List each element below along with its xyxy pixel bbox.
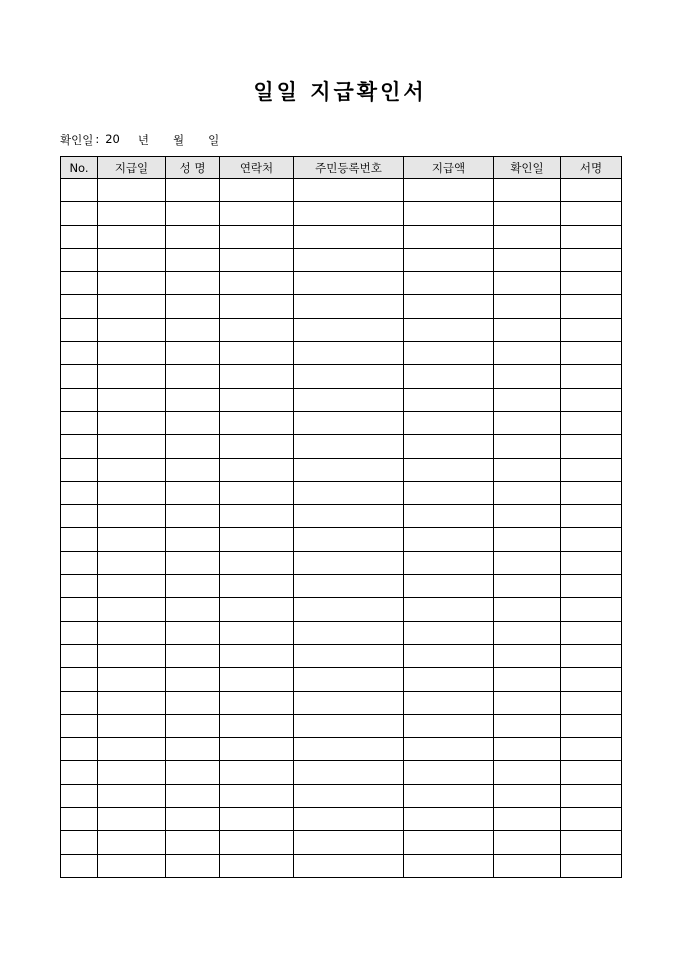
- column-header-confirm-date: 확인일: [494, 157, 561, 179]
- table-cell: [561, 691, 622, 714]
- table-cell: [561, 505, 622, 528]
- table-cell: [166, 598, 220, 621]
- table-cell: [166, 295, 220, 318]
- table-cell: [494, 738, 561, 761]
- table-cell: [494, 831, 561, 854]
- table-cell: [61, 179, 98, 202]
- table-cell: [220, 621, 294, 644]
- table-cell: [220, 318, 294, 341]
- table-cell: [98, 528, 166, 551]
- table-cell: [561, 179, 622, 202]
- table-cell: [61, 342, 98, 365]
- table-cell: [294, 598, 404, 621]
- table-cell: [98, 318, 166, 341]
- table-cell: [220, 575, 294, 598]
- table-cell: [220, 551, 294, 574]
- table-cell: [294, 225, 404, 248]
- table-cell: [404, 272, 494, 295]
- table-cell: [561, 318, 622, 341]
- table-cell: [561, 784, 622, 807]
- confirm-date-colon: :: [95, 132, 100, 146]
- table-cell: [98, 551, 166, 574]
- table-cell: [98, 691, 166, 714]
- table-row: [61, 831, 622, 854]
- document-title: 일일 지급확인서: [253, 79, 427, 104]
- table-row: [61, 388, 622, 411]
- table-cell: [61, 202, 98, 225]
- table-row: [61, 179, 622, 202]
- table-cell: [166, 621, 220, 644]
- table-cell: [294, 621, 404, 644]
- table-row: [61, 808, 622, 831]
- table-cell: [404, 295, 494, 318]
- table-cell: [166, 435, 220, 458]
- table-cell: [294, 551, 404, 574]
- table-cell: [294, 365, 404, 388]
- table-cell: [404, 505, 494, 528]
- table-cell: [561, 761, 622, 784]
- table-cell: [220, 458, 294, 481]
- confirm-date-label: 확인일: [60, 133, 94, 147]
- table-cell: [220, 831, 294, 854]
- table-row: [61, 318, 622, 341]
- table-cell: [494, 295, 561, 318]
- table-cell: [61, 808, 98, 831]
- table-cell: [220, 761, 294, 784]
- table-cell: [61, 598, 98, 621]
- table-row: [61, 551, 622, 574]
- table-cell: [404, 435, 494, 458]
- table-cell: [61, 668, 98, 691]
- table-cell: [61, 388, 98, 411]
- table-cell: [98, 248, 166, 271]
- table-cell: [294, 248, 404, 271]
- table-cell: [494, 575, 561, 598]
- table-cell: [494, 668, 561, 691]
- table-cell: [61, 761, 98, 784]
- table-cell: [404, 784, 494, 807]
- table-cell: [61, 575, 98, 598]
- table-cell: [294, 831, 404, 854]
- table-cell: [294, 458, 404, 481]
- table-cell: [494, 551, 561, 574]
- table-cell: [220, 179, 294, 202]
- table-cell: [220, 528, 294, 551]
- table-cell: [404, 388, 494, 411]
- table-cell: [561, 738, 622, 761]
- table-cell: [220, 295, 294, 318]
- table-cell: [294, 411, 404, 434]
- table-cell: [404, 761, 494, 784]
- table-cell: [494, 458, 561, 481]
- table-cell: [98, 225, 166, 248]
- table-cell: [404, 831, 494, 854]
- table-cell: [220, 668, 294, 691]
- table-cell: [561, 551, 622, 574]
- table-cell: [166, 505, 220, 528]
- table-cell: [561, 435, 622, 458]
- table-cell: [294, 808, 404, 831]
- table-cell: [166, 738, 220, 761]
- table-cell: [404, 342, 494, 365]
- table-cell: [220, 411, 294, 434]
- table-cell: [294, 761, 404, 784]
- table-cell: [61, 714, 98, 737]
- table-cell: [561, 202, 622, 225]
- table-cell: [561, 388, 622, 411]
- confirm-date-day-unit: 일: [208, 133, 220, 147]
- table-cell: [561, 714, 622, 737]
- table-cell: [294, 342, 404, 365]
- table-cell: [404, 528, 494, 551]
- column-header-name: 성 명: [166, 157, 220, 179]
- table-row: [61, 528, 622, 551]
- table-cell: [220, 808, 294, 831]
- table-cell: [61, 365, 98, 388]
- table-cell: [220, 388, 294, 411]
- table-cell: [220, 505, 294, 528]
- table-cell: [61, 318, 98, 341]
- table-cell: [494, 644, 561, 667]
- table-cell: [294, 272, 404, 295]
- table-row: [61, 784, 622, 807]
- table-cell: [294, 575, 404, 598]
- table-cell: [166, 481, 220, 504]
- table-cell: [494, 388, 561, 411]
- table-cell: [404, 179, 494, 202]
- table-cell: [61, 621, 98, 644]
- table-cell: [404, 575, 494, 598]
- table-cell: [404, 644, 494, 667]
- table-cell: [494, 505, 561, 528]
- table-row: [61, 854, 622, 877]
- table-cell: [494, 784, 561, 807]
- table-cell: [404, 854, 494, 877]
- table-cell: [294, 668, 404, 691]
- table-cell: [294, 318, 404, 341]
- table-row: [61, 644, 622, 667]
- column-header-signature: 서명: [561, 157, 622, 179]
- table-cell: [294, 435, 404, 458]
- table-cell: [98, 342, 166, 365]
- table-cell: [494, 179, 561, 202]
- table-cell: [61, 831, 98, 854]
- table-row: [61, 248, 622, 271]
- table-cell: [61, 272, 98, 295]
- table-cell: [166, 831, 220, 854]
- table-cell: [98, 388, 166, 411]
- table-cell: [494, 202, 561, 225]
- table-cell: [220, 784, 294, 807]
- table-cell: [166, 761, 220, 784]
- table-cell: [494, 365, 561, 388]
- table-row: [61, 668, 622, 691]
- table-cell: [220, 714, 294, 737]
- table-cell: [561, 575, 622, 598]
- table-cell: [166, 458, 220, 481]
- table-cell: [561, 411, 622, 434]
- table-cell: [561, 248, 622, 271]
- table-row: [61, 691, 622, 714]
- table-cell: [166, 365, 220, 388]
- table-cell: [61, 225, 98, 248]
- table-cell: [294, 528, 404, 551]
- table-cell: [494, 761, 561, 784]
- table-cell: [404, 691, 494, 714]
- table-cell: [98, 411, 166, 434]
- table-cell: [166, 714, 220, 737]
- table-cell: [220, 738, 294, 761]
- table-row: [61, 202, 622, 225]
- table-cell: [404, 202, 494, 225]
- table-cell: [404, 248, 494, 271]
- table-row: [61, 435, 622, 458]
- table-cell: [98, 598, 166, 621]
- confirm-date-line: [60, 132, 219, 148]
- table-cell: [98, 621, 166, 644]
- table-cell: [61, 854, 98, 877]
- column-header-amount: 지급액: [404, 157, 494, 179]
- table-row: [61, 365, 622, 388]
- table-cell: [561, 272, 622, 295]
- table-cell: [294, 854, 404, 877]
- table-cell: [404, 411, 494, 434]
- table-cell: [98, 761, 166, 784]
- table-cell: [404, 458, 494, 481]
- table-cell: [294, 505, 404, 528]
- table-cell: [166, 318, 220, 341]
- table-cell: [166, 644, 220, 667]
- column-header-contact: 연락처: [220, 157, 294, 179]
- table-row: [61, 458, 622, 481]
- table-cell: [561, 225, 622, 248]
- table-cell: [294, 644, 404, 667]
- table-cell: [494, 714, 561, 737]
- table-cell: [294, 202, 404, 225]
- table-cell: [404, 318, 494, 341]
- table-cell: [494, 318, 561, 341]
- table-cell: [98, 458, 166, 481]
- table-cell: [98, 365, 166, 388]
- table-row: [61, 411, 622, 434]
- table-cell: [294, 691, 404, 714]
- table-cell: [61, 528, 98, 551]
- table-cell: [561, 808, 622, 831]
- table-cell: [220, 272, 294, 295]
- table-cell: [98, 714, 166, 737]
- table-cell: [561, 621, 622, 644]
- table-cell: [220, 598, 294, 621]
- table-cell: [494, 528, 561, 551]
- table-cell: [98, 272, 166, 295]
- confirm-date-year-unit: 년: [137, 133, 149, 147]
- table-cell: [98, 481, 166, 504]
- table-cell: [294, 714, 404, 737]
- table-cell: [220, 854, 294, 877]
- table-cell: [61, 411, 98, 434]
- table-cell: [98, 831, 166, 854]
- table-row: [61, 272, 622, 295]
- table-cell: [61, 481, 98, 504]
- table-cell: [166, 388, 220, 411]
- table-cell: [166, 808, 220, 831]
- table-cell: [220, 644, 294, 667]
- table-cell: [166, 411, 220, 434]
- table-cell: [294, 481, 404, 504]
- table-row: [61, 761, 622, 784]
- table-row: [61, 575, 622, 598]
- table-cell: [404, 551, 494, 574]
- table-cell: [98, 435, 166, 458]
- table-cell: [61, 295, 98, 318]
- table-cell: [166, 202, 220, 225]
- table-cell: [561, 458, 622, 481]
- table-row: [61, 481, 622, 504]
- table-cell: [220, 342, 294, 365]
- table-cell: [98, 808, 166, 831]
- table-cell: [294, 388, 404, 411]
- table-cell: [220, 202, 294, 225]
- table-cell: [494, 272, 561, 295]
- table-cell: [404, 598, 494, 621]
- table-cell: [98, 202, 166, 225]
- table-cell: [61, 644, 98, 667]
- table-cell: [166, 784, 220, 807]
- table-cell: [494, 435, 561, 458]
- table-cell: [61, 458, 98, 481]
- table-cell: [404, 365, 494, 388]
- table-cell: [294, 738, 404, 761]
- table-cell: [294, 179, 404, 202]
- table-cell: [494, 598, 561, 621]
- table-cell: [561, 668, 622, 691]
- table-row: [61, 225, 622, 248]
- table-cell: [404, 481, 494, 504]
- table-cell: [61, 784, 98, 807]
- table-cell: [220, 435, 294, 458]
- confirm-date-month-unit: 월: [172, 133, 185, 147]
- table-row: [61, 714, 622, 737]
- table-cell: [561, 342, 622, 365]
- table-cell: [61, 738, 98, 761]
- table-cell: [166, 342, 220, 365]
- table-cell: [561, 831, 622, 854]
- table-cell: [166, 551, 220, 574]
- payment-confirmation-table: [60, 156, 622, 878]
- table-cell: [494, 854, 561, 877]
- table-body: [61, 179, 622, 878]
- table-row: [61, 598, 622, 621]
- table-cell: [561, 528, 622, 551]
- table-cell: [61, 505, 98, 528]
- table-cell: [494, 808, 561, 831]
- table-cell: [98, 295, 166, 318]
- table-cell: [61, 435, 98, 458]
- table-cell: [220, 691, 294, 714]
- table-cell: [98, 505, 166, 528]
- table-cell: [166, 248, 220, 271]
- table-cell: [220, 225, 294, 248]
- table-row: [61, 295, 622, 318]
- column-header-no: No.: [61, 157, 98, 179]
- table-header-row: [61, 157, 622, 179]
- table-cell: [494, 225, 561, 248]
- table-cell: [404, 714, 494, 737]
- table-cell: [61, 691, 98, 714]
- table-cell: [404, 621, 494, 644]
- table-row: [61, 621, 622, 644]
- table-cell: [98, 738, 166, 761]
- table-cell: [404, 738, 494, 761]
- table-cell: [166, 854, 220, 877]
- table-cell: [166, 272, 220, 295]
- table-cell: [404, 225, 494, 248]
- table-cell: [561, 854, 622, 877]
- table-cell: [220, 248, 294, 271]
- table-cell: [561, 481, 622, 504]
- table-cell: [294, 784, 404, 807]
- column-header-payment-date: 지급일: [98, 157, 166, 179]
- table-cell: [404, 668, 494, 691]
- table-cell: [166, 691, 220, 714]
- table-cell: [220, 365, 294, 388]
- table-cell: [98, 644, 166, 667]
- table-cell: [404, 808, 494, 831]
- confirm-date-year-prefix: 20: [105, 132, 120, 146]
- table-cell: [220, 481, 294, 504]
- table-row: [61, 738, 622, 761]
- table-row: [61, 505, 622, 528]
- table-cell: [98, 668, 166, 691]
- table-cell: [561, 295, 622, 318]
- table-cell: [561, 598, 622, 621]
- table-cell: [98, 179, 166, 202]
- table-cell: [494, 248, 561, 271]
- table-cell: [561, 644, 622, 667]
- table-cell: [166, 668, 220, 691]
- table-cell: [61, 551, 98, 574]
- table-cell: [494, 342, 561, 365]
- table-cell: [166, 528, 220, 551]
- table-cell: [494, 691, 561, 714]
- table-cell: [166, 575, 220, 598]
- table-cell: [98, 575, 166, 598]
- table-cell: [494, 621, 561, 644]
- table-cell: [166, 179, 220, 202]
- column-header-resident-number: 주민등록번호: [294, 157, 404, 179]
- table-cell: [61, 248, 98, 271]
- table-cell: [494, 411, 561, 434]
- table-row: [61, 342, 622, 365]
- table-cell: [561, 365, 622, 388]
- table-cell: [294, 295, 404, 318]
- table-cell: [98, 854, 166, 877]
- table-cell: [494, 481, 561, 504]
- table-cell: [98, 784, 166, 807]
- table-cell: [166, 225, 220, 248]
